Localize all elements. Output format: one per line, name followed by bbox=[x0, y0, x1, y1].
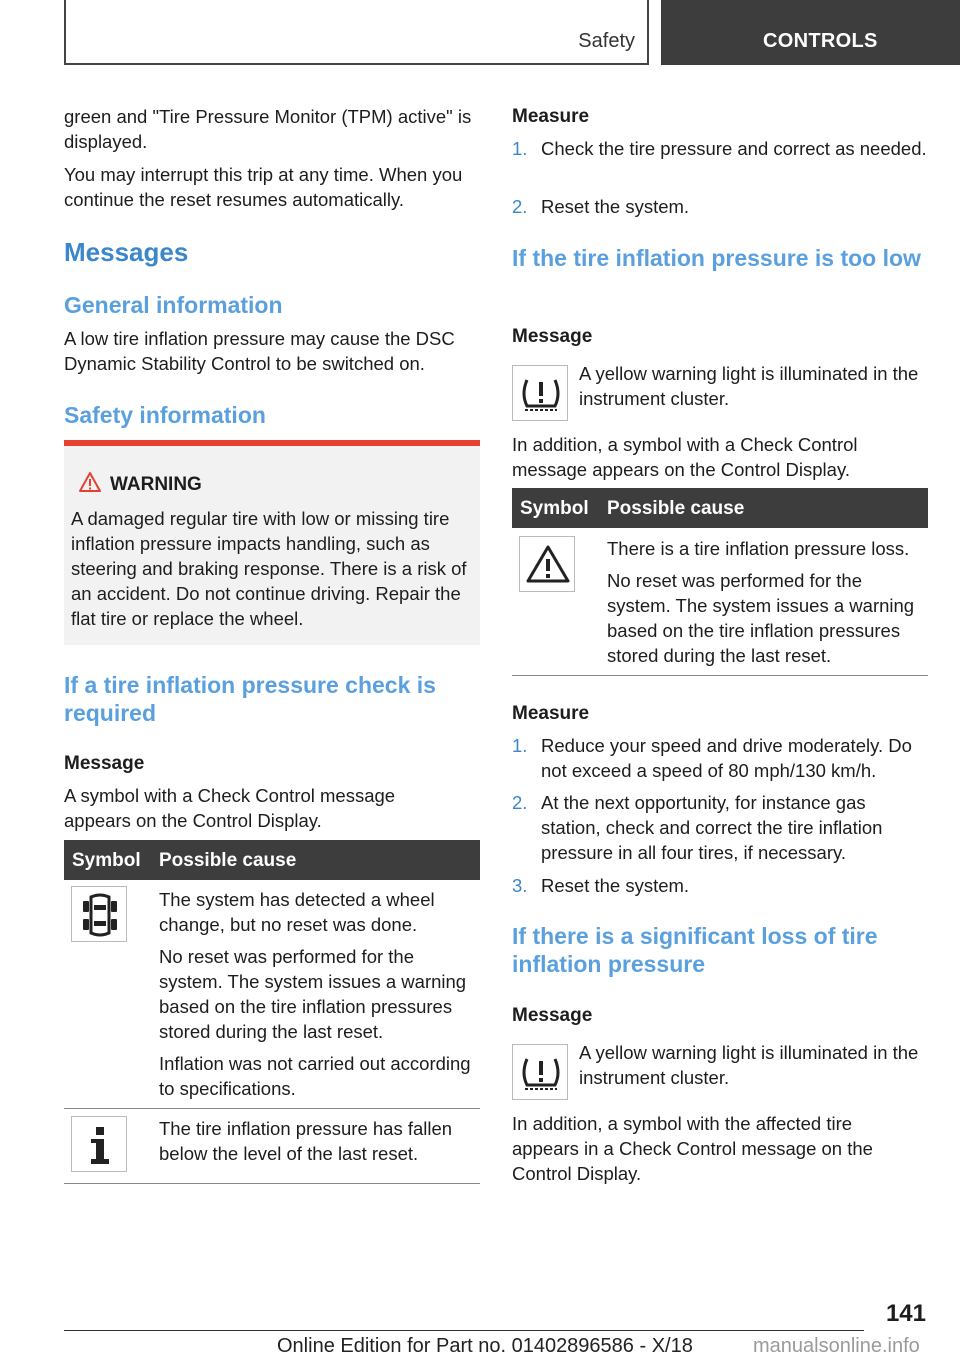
list-text: Reset the system. bbox=[541, 875, 690, 896]
measure-label-2: Measure bbox=[512, 703, 590, 724]
intro-paragraph-2: You may interrupt this trip at any time. When you continue the reset resumes automatically. bbox=[64, 164, 463, 210]
tire-warning-symbol-2 bbox=[512, 1044, 568, 1100]
warning-triangle-icon bbox=[78, 471, 102, 493]
header-tab-label: CONTROLS bbox=[763, 30, 878, 52]
car-tires-icon bbox=[72, 887, 128, 943]
table-header bbox=[64, 840, 480, 880]
row1-cause-3: Inflation was not carried out according to specifications. bbox=[159, 1053, 471, 1099]
pressure-loss-symbol bbox=[519, 536, 575, 592]
tire-warning-symbol-1 bbox=[512, 365, 568, 421]
tire-pressure-warning-icon bbox=[513, 1045, 569, 1101]
wheel-change-symbol bbox=[71, 886, 127, 942]
list-text: Reduce your speed and drive moderately. Do not exceed a speed of 80 mph/130 km/h. bbox=[541, 735, 912, 781]
list-text: Check the tire pressure and correct as needed. bbox=[541, 138, 927, 159]
yellow-warning-text-2: A yellow warning light is illuminated in the instrument cluster. bbox=[579, 1042, 919, 1088]
footer-rule bbox=[64, 1330, 864, 1331]
table-header-cause: Possible cause bbox=[607, 498, 745, 519]
message-text: A symbol with a Check Control message appears on the Control Display. bbox=[64, 785, 396, 831]
warning-title: WARNING bbox=[110, 474, 202, 495]
row1-cause-1: The system has detected a wheel change, but no reset was done. bbox=[159, 889, 435, 935]
table-header-right bbox=[512, 488, 928, 528]
addition-text: In addition, a symbol with a Check Control message appears on the Control Display. bbox=[512, 434, 858, 480]
check-required-heading: If a tire inflation pressure check is required bbox=[64, 672, 436, 726]
message-label-right-2: Message bbox=[512, 1005, 593, 1026]
header-section: Safety bbox=[578, 30, 635, 52]
row2-cause: The tire inflation pressure has fallen below the level of the last reset. bbox=[159, 1118, 453, 1164]
list-text: Reset the system. bbox=[541, 196, 690, 217]
right-row1-cause-1: There is a tire inflation pressure loss. bbox=[607, 538, 910, 559]
list-text: At the next opportunity, for instance gas station, check and correct the tire inflation pressure in all four tires, if necessary. bbox=[541, 792, 883, 863]
info-symbol bbox=[71, 1116, 127, 1172]
general-information-heading: General information bbox=[64, 292, 283, 318]
list-number: 2. bbox=[512, 792, 528, 813]
general-information-text: A low tire inflation pressure may cause the DSC Dynamic Stability Control to be switched on. bbox=[64, 328, 455, 374]
table-header-symbol: Symbol bbox=[72, 850, 141, 871]
table-bottom-rule bbox=[64, 1183, 480, 1184]
too-low-heading: If the tire inflation pressure is too low bbox=[512, 245, 921, 271]
warning-box bbox=[64, 440, 480, 645]
safety-information-heading: Safety information bbox=[64, 402, 266, 428]
header-box bbox=[64, 0, 649, 65]
table-header-symbol: Symbol bbox=[520, 498, 589, 519]
list-number: 3. bbox=[512, 875, 528, 896]
list-number: 1. bbox=[512, 138, 528, 159]
significant-loss-heading: If there is a significant loss of tire inflation pressure bbox=[512, 923, 878, 977]
measure-label: Measure bbox=[512, 106, 590, 127]
header-tab[interactable] bbox=[661, 0, 960, 65]
table-row-divider bbox=[64, 1108, 480, 1109]
addition-text-2: In addition, a symbol with the affected tire appears in a Check Control message on the Control Display. bbox=[512, 1113, 873, 1184]
messages-heading: Messages bbox=[64, 237, 189, 267]
right-row1-cause-2: No reset was performed for the system. The system issues a warning based on the tire inflation pressures stored during the last reset. bbox=[607, 570, 915, 666]
tire-pressure-warning-icon bbox=[513, 366, 569, 422]
watermark: manualsonline.info bbox=[753, 1335, 920, 1357]
row1-cause-2: No reset was performed for the system. The system issues a warning based on the tire inflation pressures stored during the last reset. bbox=[159, 946, 467, 1042]
warning-triangle-icon bbox=[520, 537, 576, 593]
warning-text: A damaged regular tire with low or missing tire inflation pressure impacts handling, such as steering and braking response. There is a risk of an accident. Do not continue driving. Repair the flat tire or replace the wheel. bbox=[71, 508, 467, 629]
footer-edition: Online Edition for Part no. 01402896586 - X/18 bbox=[277, 1335, 693, 1357]
info-icon bbox=[72, 1117, 128, 1173]
table-bottom-rule-right bbox=[512, 675, 928, 676]
message-label: Message bbox=[64, 753, 145, 774]
table-header-cause: Possible cause bbox=[159, 850, 297, 871]
yellow-warning-text: A yellow warning light is illuminated in the instrument cluster. bbox=[579, 363, 919, 409]
page-number: 141 bbox=[885, 1300, 926, 1327]
list-number: 2. bbox=[512, 196, 528, 217]
list-number: 1. bbox=[512, 735, 528, 756]
intro-paragraph-1: green and "Tire Pressure Monitor (TPM) active" is displayed. bbox=[64, 106, 472, 152]
message-label-right: Message bbox=[512, 326, 593, 347]
